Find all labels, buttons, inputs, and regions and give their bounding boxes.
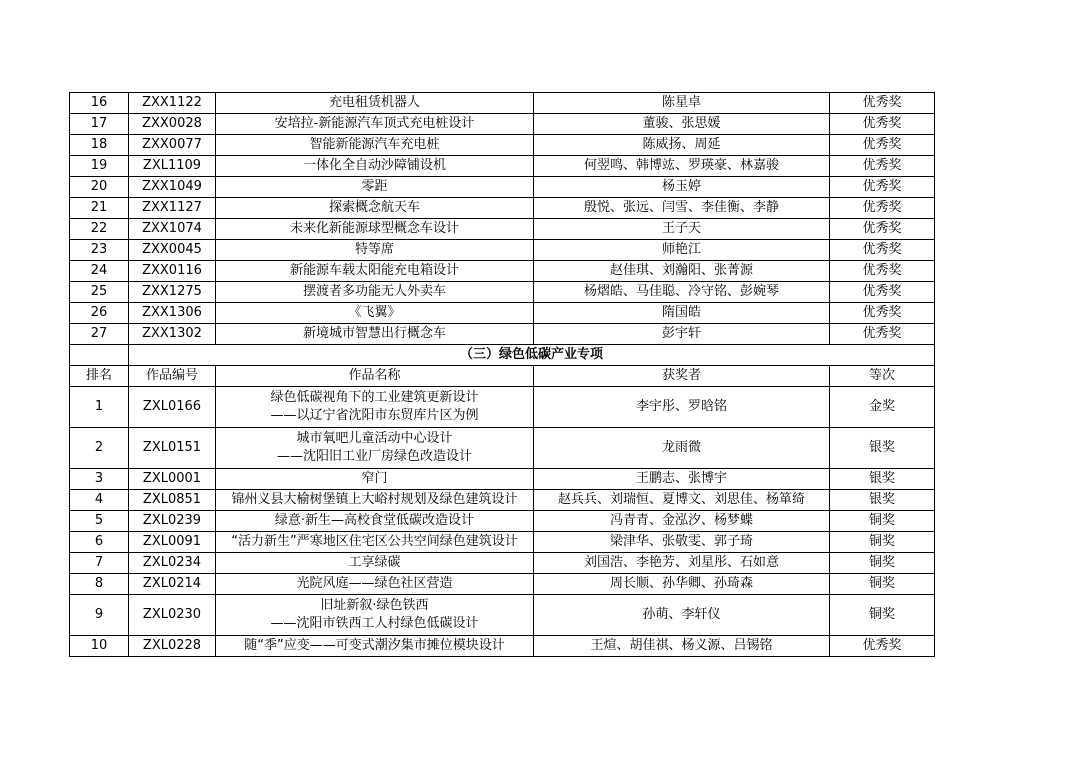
- header-row: [70, 366, 935, 387]
- award-cell: 铜奖: [830, 574, 935, 595]
- rank-cell: 18: [70, 135, 129, 156]
- title-cell: 特等席: [216, 240, 534, 261]
- winners-cell: 董骏、张思媛: [534, 114, 830, 135]
- winners-cell: 陈星卓: [534, 93, 830, 114]
- winners-cell: 隋国皓: [534, 303, 830, 324]
- rank-cell: 2: [70, 428, 129, 469]
- header-title: 作品名称: [216, 366, 534, 387]
- code-cell: ZXL0091: [129, 532, 216, 553]
- table-row: [70, 198, 935, 219]
- winners-cell: 李宇彤、罗晗铭: [534, 387, 830, 428]
- title-cell: “活力新生”严寒地区住宅区公共空间绿色建筑设计: [216, 532, 534, 553]
- winners-cell: 周长顺、孙华卿、孙琦森: [534, 574, 830, 595]
- table-row: [70, 636, 935, 657]
- winners-cell: 王鹏志、张博宇: [534, 469, 830, 490]
- title-cell: 新境城市智慧出行概念车: [216, 324, 534, 345]
- header-winners: 获奖者: [534, 366, 830, 387]
- code-cell: ZXL0228: [129, 636, 216, 657]
- table-row: [70, 135, 935, 156]
- winners-cell: 杨玉婷: [534, 177, 830, 198]
- title-cell: 工享绿碳: [216, 553, 534, 574]
- code-cell: ZXX0077: [129, 135, 216, 156]
- section-title: （三）绿色低碳产业专项: [129, 345, 935, 366]
- section-empty-cell: [70, 345, 129, 366]
- code-cell: ZXL0166: [129, 387, 216, 428]
- section-header-group: [70, 345, 935, 387]
- code-cell: ZXX1049: [129, 177, 216, 198]
- title-line: 绿色低碳视角下的工业建筑更新设计: [270, 390, 479, 405]
- header-rank: 排名: [70, 366, 129, 387]
- table-row: [70, 553, 935, 574]
- rank-cell: 8: [70, 574, 129, 595]
- award-cell: 优秀奖: [830, 240, 935, 261]
- title-line: 旧址新叙·绿色铁西: [320, 598, 429, 613]
- table-row: [70, 177, 935, 198]
- table-row: [70, 428, 935, 469]
- rank-cell: 21: [70, 198, 129, 219]
- rank-cell: 22: [70, 219, 129, 240]
- code-cell: ZXX0028: [129, 114, 216, 135]
- award-cell: 银奖: [830, 490, 935, 511]
- table-row: [70, 261, 935, 282]
- title-cell: 随“季”应变——可变式潮汐集市摊位模块设计: [216, 636, 534, 657]
- award-cell: 优秀奖: [830, 93, 935, 114]
- code-cell: ZXL0234: [129, 553, 216, 574]
- title-cell: 零距: [216, 177, 534, 198]
- rank-cell: 26: [70, 303, 129, 324]
- code-cell: ZXL0001: [129, 469, 216, 490]
- rank-cell: 1: [70, 387, 129, 428]
- rank-cell: 24: [70, 261, 129, 282]
- rank-cell: 17: [70, 114, 129, 135]
- title-cell: 安培拉-新能源汽车顶式充电桩设计: [216, 114, 534, 135]
- award-cell: 优秀奖: [830, 303, 935, 324]
- winners-cell: 彭宇轩: [534, 324, 830, 345]
- winners-cell: 龙雨微: [534, 428, 830, 469]
- winners-cell: 冯青青、金泓汐、杨梦蝶: [534, 511, 830, 532]
- code-cell: ZXL0214: [129, 574, 216, 595]
- code-cell: ZXX0116: [129, 261, 216, 282]
- winners-cell: 杨熠皓、马佳聪、冷守铭、彭婉琴: [534, 282, 830, 303]
- award-cell: 优秀奖: [830, 114, 935, 135]
- table-body-bottom: [70, 387, 935, 657]
- rank-cell: 20: [70, 177, 129, 198]
- award-cell: 优秀奖: [830, 177, 935, 198]
- award-cell: 优秀奖: [830, 324, 935, 345]
- table-row: [70, 282, 935, 303]
- rank-cell: 4: [70, 490, 129, 511]
- code-cell: ZXX1074: [129, 219, 216, 240]
- award-cell: 银奖: [830, 469, 935, 490]
- title-cell: 智能新能源汽车充电桩: [216, 135, 534, 156]
- table-row: [70, 93, 935, 114]
- table-row: [70, 114, 935, 135]
- award-cell: 铜奖: [830, 553, 935, 574]
- title-cell: 绿意·新生—高校食堂低碳改造设计: [216, 511, 534, 532]
- award-cell: 优秀奖: [830, 219, 935, 240]
- award-cell: 铜奖: [830, 595, 935, 636]
- rank-cell: 3: [70, 469, 129, 490]
- award-table: [69, 92, 935, 657]
- winners-cell: 殷悦、张远、闫雪、李佳衡、李静: [534, 198, 830, 219]
- winners-cell: 师艳江: [534, 240, 830, 261]
- code-cell: ZXX1122: [129, 93, 216, 114]
- table-body-top: [70, 93, 935, 345]
- table-row: [70, 511, 935, 532]
- rank-cell: 19: [70, 156, 129, 177]
- subtitle-line: ——沈阳旧工业厂房绿色改造设计: [276, 449, 472, 464]
- title-cell: [216, 387, 534, 428]
- award-cell: 优秀奖: [830, 156, 935, 177]
- code-cell: ZXL0151: [129, 428, 216, 469]
- award-cell: 优秀奖: [830, 636, 935, 657]
- title-cell: 一体化全自动沙障铺设机: [216, 156, 534, 177]
- table-row: [70, 532, 935, 553]
- winners-cell: 陈威扬、周延: [534, 135, 830, 156]
- subtitle-line: ——以辽宁省沈阳市东贸库片区为例: [270, 408, 479, 423]
- title-cell: 摆渡者多功能无人外卖车: [216, 282, 534, 303]
- section-row: [70, 345, 935, 366]
- award-cell: 铜奖: [830, 532, 935, 553]
- table-row: [70, 595, 935, 636]
- winners-cell: 刘国浩、李艳芳、刘星彤、石如意: [534, 553, 830, 574]
- title-line: 城市氧吧儿童活动中心设计: [296, 431, 453, 446]
- award-cell: 铜奖: [830, 511, 935, 532]
- code-cell: ZXL0230: [129, 595, 216, 636]
- award-cell: 金奖: [830, 387, 935, 428]
- rank-cell: 23: [70, 240, 129, 261]
- code-cell: ZXL1109: [129, 156, 216, 177]
- title-cell: 未来化新能源球型概念车设计: [216, 219, 534, 240]
- table-row: [70, 303, 935, 324]
- rank-cell: 25: [70, 282, 129, 303]
- winners-cell: 孙萌、李轩仪: [534, 595, 830, 636]
- code-cell: ZXX1302: [129, 324, 216, 345]
- award-cell: 优秀奖: [830, 198, 935, 219]
- rank-cell: 5: [70, 511, 129, 532]
- code-cell: ZXL0851: [129, 490, 216, 511]
- code-cell: ZXX1127: [129, 198, 216, 219]
- rank-cell: 27: [70, 324, 129, 345]
- winners-cell: 何翌鸣、韩博竑、罗瑛豪、林嘉骏: [534, 156, 830, 177]
- title-cell: 锦州义县大榆树堡镇上大峪村规划及绿色建筑设计: [216, 490, 534, 511]
- title-cell: 新能源车载太阳能充电箱设计: [216, 261, 534, 282]
- winners-cell: 王子天: [534, 219, 830, 240]
- table-row: [70, 240, 935, 261]
- winners-cell: 梁津华、张敬雯、郭子琦: [534, 532, 830, 553]
- title-cell: 探索概念航天车: [216, 198, 534, 219]
- award-cell: 优秀奖: [830, 282, 935, 303]
- title-cell: 窄门: [216, 469, 534, 490]
- table-row: [70, 156, 935, 177]
- award-cell: 银奖: [830, 428, 935, 469]
- award-cell: 优秀奖: [830, 135, 935, 156]
- winners-cell: 王煊、胡佳祺、杨义源、吕锡铭: [534, 636, 830, 657]
- title-cell: 光院风庭——绿色社区营造: [216, 574, 534, 595]
- rank-cell: 9: [70, 595, 129, 636]
- table-row: [70, 574, 935, 595]
- code-cell: ZXX1275: [129, 282, 216, 303]
- winners-cell: 赵兵兵、刘瑞恒、夏博文、刘思佳、杨箪绮: [534, 490, 830, 511]
- rank-cell: 10: [70, 636, 129, 657]
- header-award: 等次: [830, 366, 935, 387]
- code-cell: ZXX1306: [129, 303, 216, 324]
- table-row: [70, 219, 935, 240]
- title-cell: [216, 428, 534, 469]
- header-code: 作品编号: [129, 366, 216, 387]
- code-cell: ZXX0045: [129, 240, 216, 261]
- title-cell: 充电租赁机器人: [216, 93, 534, 114]
- table-row: [70, 324, 935, 345]
- title-cell: 《飞翼》: [216, 303, 534, 324]
- title-cell: [216, 595, 534, 636]
- subtitle-line: ——沈阳市铁西工人村绿色低碳设计: [270, 616, 479, 631]
- code-cell: ZXL0239: [129, 511, 216, 532]
- winners-cell: 赵佳琪、刘瀚阳、张菁源: [534, 261, 830, 282]
- table-row: [70, 469, 935, 490]
- rank-cell: 16: [70, 93, 129, 114]
- award-cell: 优秀奖: [830, 261, 935, 282]
- rank-cell: 7: [70, 553, 129, 574]
- table-row: [70, 387, 935, 428]
- rank-cell: 6: [70, 532, 129, 553]
- table-row: [70, 490, 935, 511]
